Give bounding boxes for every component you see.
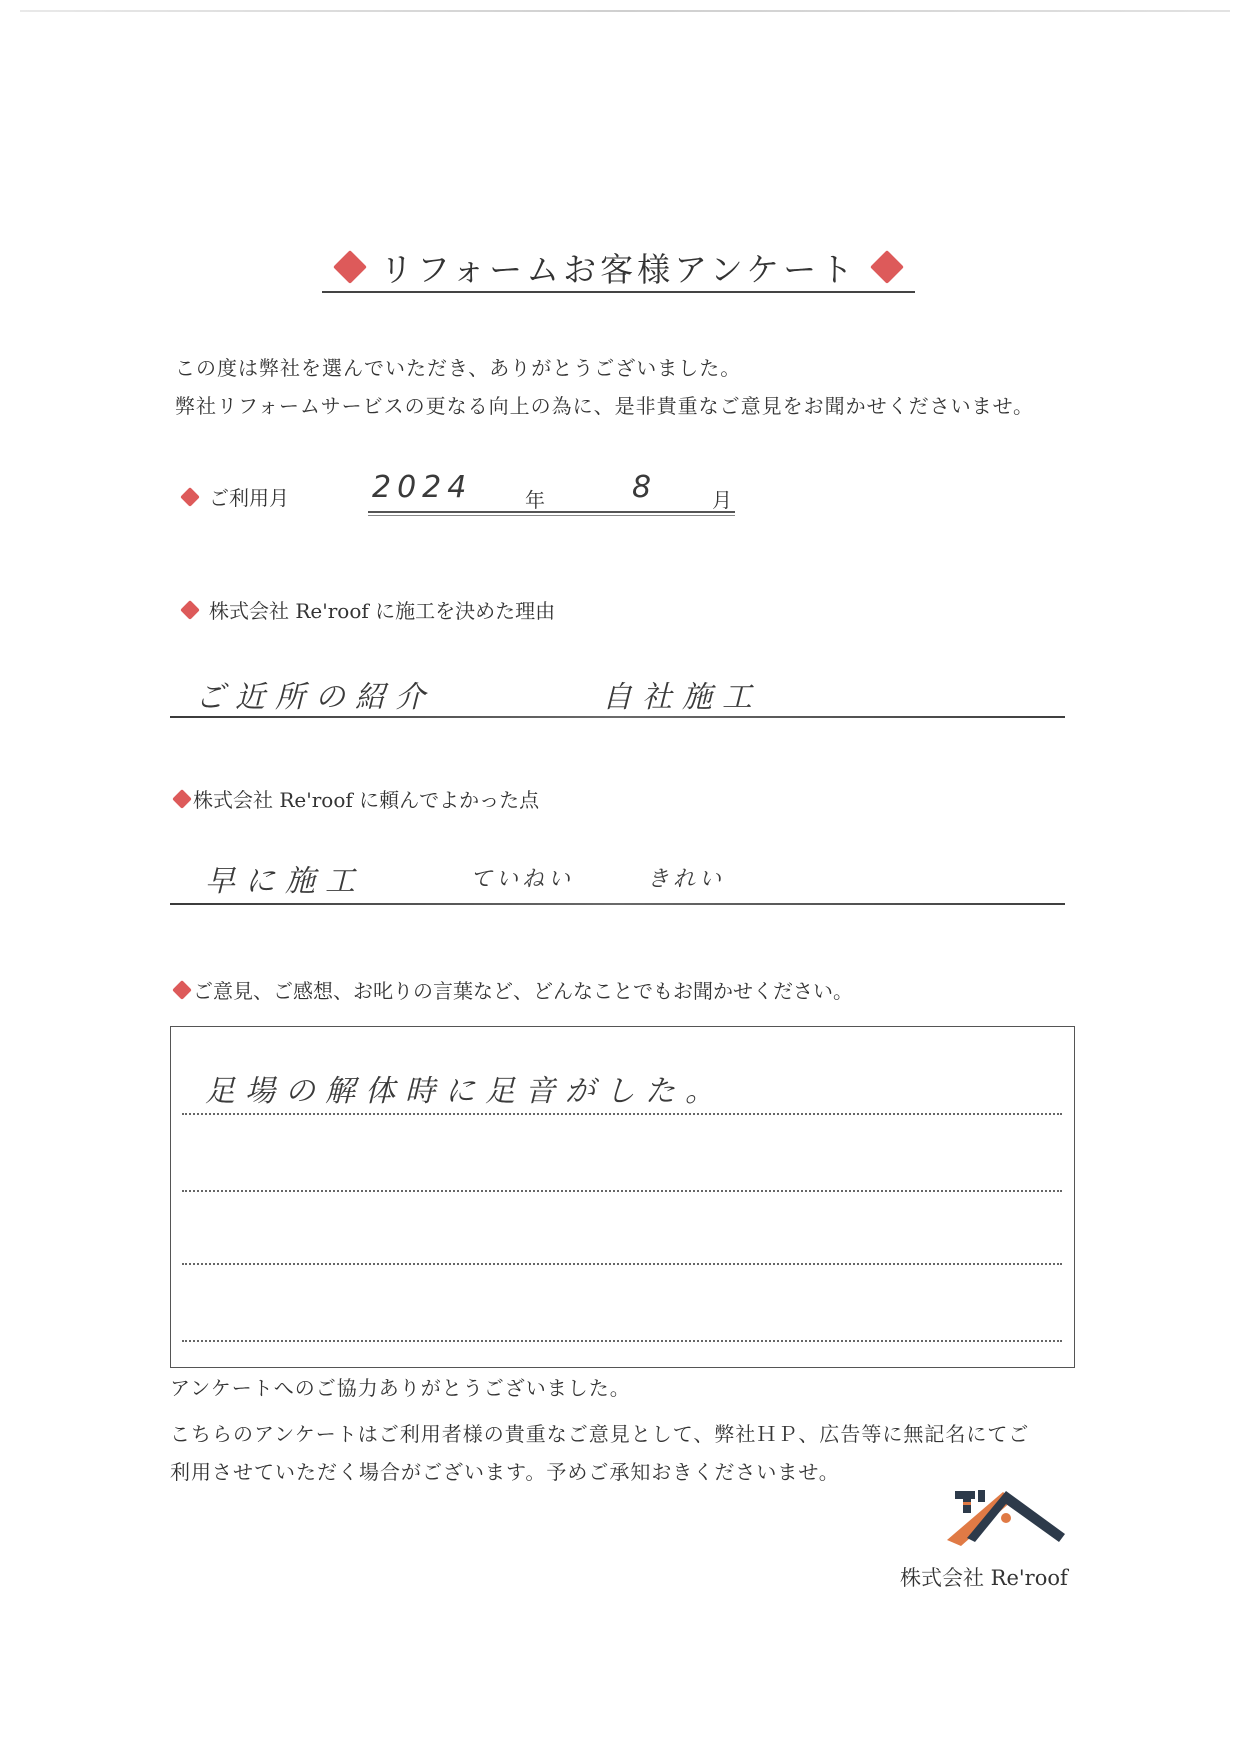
comment-rule-2 <box>182 1190 1062 1192</box>
usage-month-underline <box>368 511 735 516</box>
footer-notice-2: 利用させていただく場合がございます。予めご承知おきくださいませ。 <box>170 1460 840 1484</box>
question-comments-text: ご意見、ご感想、お叱りの言葉など、どんなことでもお聞かせください。 <box>193 979 853 1003</box>
diamond-icon <box>870 250 904 284</box>
answer-good-part-1[interactable]: 早に施工 <box>205 864 365 899</box>
question-reason-text: 株式会社 Re'roof に施工を決めた理由 <box>209 599 556 623</box>
answer-reason-part-2[interactable]: 自社施工 <box>602 680 762 715</box>
comment-rule-4 <box>182 1340 1062 1342</box>
title-underline <box>322 291 915 293</box>
diamond-icon <box>333 250 367 284</box>
answer-reason-line <box>170 716 1065 718</box>
company-name: 株式会社 Re'roof <box>900 1566 1068 1590</box>
house-roof-logo-icon <box>943 1488 1068 1550</box>
title-text: リフォームお客様アンケート <box>379 249 858 289</box>
answer-good-line <box>170 903 1065 905</box>
comment-line-1[interactable]: 足場の解体時に足音がした。 <box>205 1074 725 1109</box>
question-good-points-text: 株式会社 Re'roof に頼んでよかった点 <box>193 788 540 812</box>
month-unit: 月 <box>712 488 732 512</box>
usage-month-label-text: ご利用月 <box>209 486 289 510</box>
answer-good-part-2[interactable]: ていねい <box>470 867 575 892</box>
usage-month-value[interactable]: 8 <box>632 470 662 505</box>
scan-edge <box>20 10 1230 12</box>
answer-good-part-3[interactable]: きれい <box>647 867 726 892</box>
answer-reason-part-1[interactable]: ご近所の紹介 <box>195 680 435 715</box>
diamond-icon <box>172 980 192 1000</box>
diamond-icon <box>180 600 200 620</box>
question-good-points-label <box>175 784 539 813</box>
usage-month-label <box>183 482 289 511</box>
intro-line-1: この度は弊社を選んでいただき、ありがとうございました。 <box>175 356 742 380</box>
footer-thanks: アンケートへのご協力ありがとうございました。 <box>170 1376 631 1400</box>
diamond-icon <box>180 487 200 507</box>
intro-line-2: 弊社リフォームサービスの更なる向上の為に、是非貴重なご意見をお聞かせくださいませ。 <box>175 394 1034 418</box>
comment-rule-3 <box>182 1263 1062 1265</box>
usage-year-value[interactable]: 2024 <box>372 470 473 505</box>
page-title <box>322 245 915 289</box>
comment-rule-1 <box>182 1113 1062 1115</box>
question-comments-label <box>175 975 853 1004</box>
footer-notice-1: こちらのアンケートはご利用者様の貴重なご意見として、弊社ＨＰ、広告等に無記名にてご <box>170 1422 1030 1446</box>
year-unit: 年 <box>525 488 545 512</box>
question-reason-label <box>183 595 555 624</box>
diamond-icon <box>172 789 192 809</box>
